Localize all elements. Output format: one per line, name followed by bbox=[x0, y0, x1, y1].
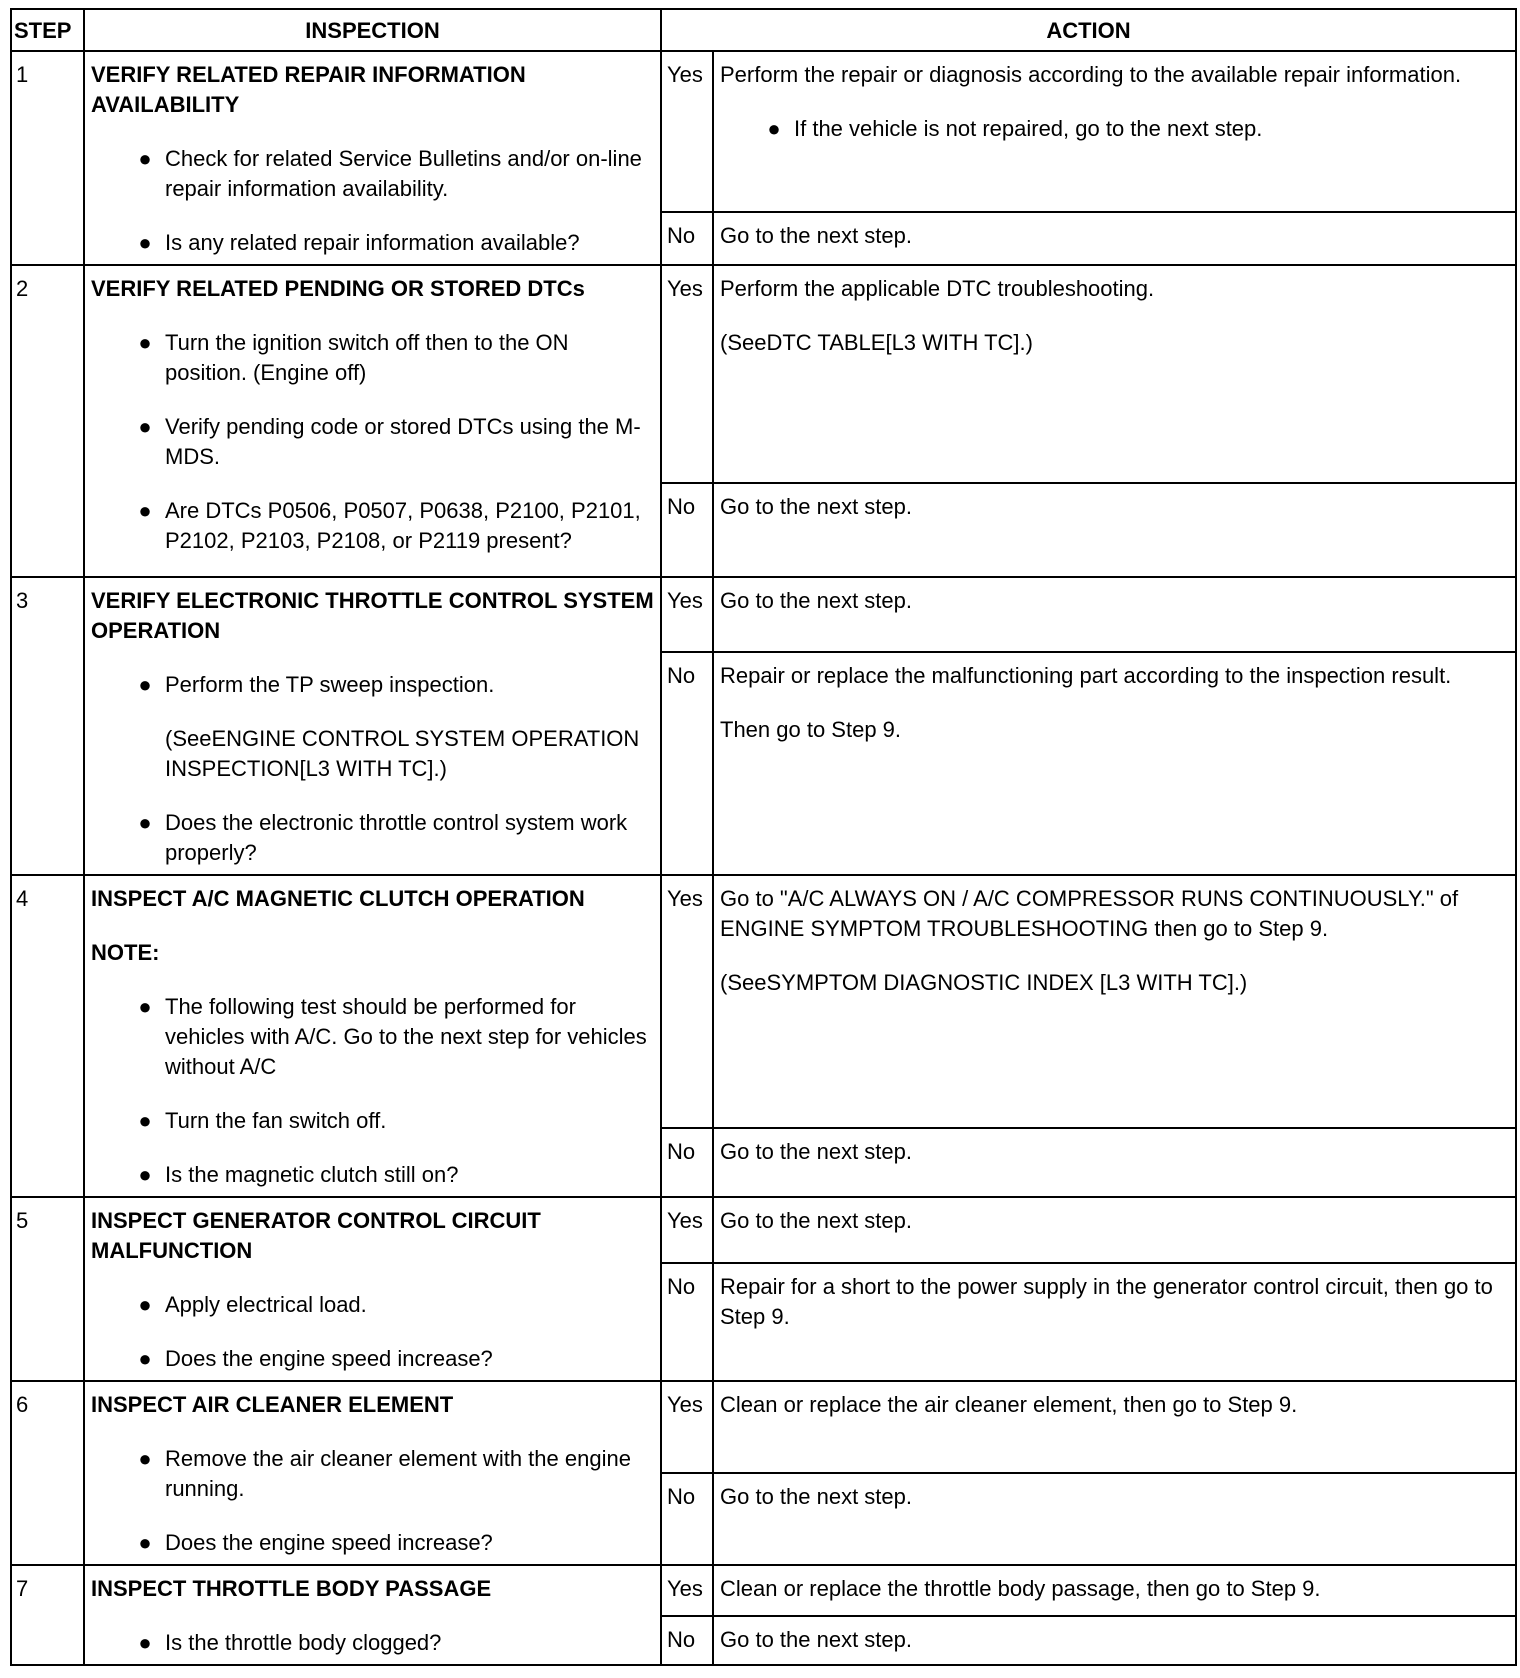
step-number: 7 bbox=[11, 1565, 84, 1665]
bullet-icon: ● bbox=[138, 1630, 152, 1655]
bullet-icon: ● bbox=[138, 1292, 152, 1317]
bullet-icon: ● bbox=[138, 810, 152, 835]
inspection-cell bbox=[84, 1565, 661, 1665]
bullet-icon: ● bbox=[138, 1446, 152, 1471]
table-row bbox=[11, 1565, 1516, 1616]
yes-action-cell: Clean or replace the air cleaner element, then go to Step 9. bbox=[713, 1381, 1516, 1473]
no-label: No bbox=[661, 483, 713, 577]
bullet-text: Are DTCs P0506, P0507, P0638, P2100, P2101, P2102, P2103, P2108, or P2119 present? bbox=[165, 498, 641, 553]
inspection-bullet bbox=[91, 228, 654, 258]
yes-action-cell: Go to the next step. bbox=[713, 1197, 1516, 1263]
diagnostic-procedure-table bbox=[10, 8, 1517, 1666]
action-text: Perform the applicable DTC troubleshooting. bbox=[720, 276, 1155, 301]
bullet-text: Check for related Service Bulletins and/or on-line repair information availability. bbox=[165, 146, 642, 201]
yes-action-cell bbox=[713, 875, 1516, 1128]
bullet-text: Apply electrical load. bbox=[165, 1292, 367, 1317]
no-label: No bbox=[661, 1263, 713, 1381]
no-label: No bbox=[661, 212, 713, 265]
no-action-cell: Go to the next step. bbox=[713, 1128, 1516, 1197]
step-title: INSPECT GENERATOR CONTROL CIRCUIT MALFUNCTION bbox=[91, 1208, 541, 1263]
inspection-bullet bbox=[91, 808, 654, 868]
bullet-text: Turn the ignition switch off then to the ON position. (Engine off) bbox=[165, 330, 569, 385]
inspection-bullet bbox=[91, 496, 654, 556]
no-label: No bbox=[661, 1473, 713, 1565]
step-number: 2 bbox=[11, 265, 84, 577]
inspection-cell bbox=[84, 265, 661, 577]
yes-label: Yes bbox=[661, 577, 713, 652]
diagnostic-table-container bbox=[10, 8, 1515, 1666]
inspection-cell bbox=[84, 51, 661, 265]
yes-label: Yes bbox=[661, 1381, 713, 1473]
bullet-icon: ● bbox=[138, 672, 152, 697]
table-row bbox=[11, 577, 1516, 652]
inspection-bullet bbox=[91, 1344, 654, 1374]
action-bullet bbox=[720, 114, 1509, 144]
reference-link[interactable]: (SeeDTC TABLE[L3 WITH TC].) bbox=[720, 330, 1033, 355]
bullet-icon: ● bbox=[767, 116, 781, 141]
action-text: Repair or replace the malfunctioning part according to the inspection result. bbox=[720, 662, 1452, 688]
inspection-bullet bbox=[91, 1444, 654, 1504]
reference-link[interactable]: (SeeENGINE CONTROL SYSTEM OPERATION INSPECTION[L3 WITH TC].) bbox=[165, 726, 640, 781]
bullet-text: Does the electronic throttle control system work properly? bbox=[165, 810, 628, 865]
table-header-row bbox=[11, 9, 1516, 51]
bullet-text: Is any related repair information available? bbox=[165, 230, 580, 255]
bullet-text: Does the engine speed increase? bbox=[165, 1530, 493, 1555]
no-action-cell bbox=[713, 652, 1516, 876]
bullet-text: The following test should be performed for vehicles with A/C. Go to the next step for vehicles without A/C bbox=[165, 994, 647, 1079]
table-row bbox=[11, 1381, 1516, 1473]
step-column-header: STEP bbox=[11, 9, 84, 51]
inspection-bullet bbox=[91, 412, 654, 472]
step-title: VERIFY RELATED REPAIR INFORMATION AVAILABILITY bbox=[91, 62, 526, 117]
table-row bbox=[11, 265, 1516, 483]
no-action-cell: Go to the next step. bbox=[713, 1616, 1516, 1665]
no-label: No bbox=[661, 1128, 713, 1197]
yes-label: Yes bbox=[661, 1565, 713, 1616]
action-column-header: ACTION bbox=[661, 9, 1516, 51]
inspection-bullet bbox=[91, 670, 654, 700]
yes-label: Yes bbox=[661, 875, 713, 1128]
bullet-text: Turn the fan switch off. bbox=[165, 1108, 387, 1133]
bullet-icon: ● bbox=[138, 230, 152, 255]
bullet-text: Verify pending code or stored DTCs using the M-MDS. bbox=[165, 414, 641, 469]
inspection-bullet bbox=[91, 1290, 654, 1320]
reference-link[interactable]: (SeeSYMPTOM DIAGNOSTIC INDEX [L3 WITH TC].) bbox=[720, 970, 1248, 995]
bullet-text: Perform the TP sweep inspection. bbox=[165, 672, 495, 697]
table-row bbox=[11, 875, 1516, 1128]
bullet-text: Is the throttle body clogged? bbox=[165, 1630, 442, 1655]
inspection-cell bbox=[84, 875, 661, 1197]
inspection-cell bbox=[84, 1197, 661, 1381]
no-action-cell: Go to the next step. bbox=[713, 483, 1516, 577]
table-row bbox=[11, 51, 1516, 212]
inspection-bullet bbox=[91, 992, 654, 1082]
inspection-column-header: INSPECTION bbox=[84, 9, 661, 51]
no-action-cell: Go to the next step. bbox=[713, 212, 1516, 265]
note-label: NOTE: bbox=[91, 940, 160, 965]
bullet-icon: ● bbox=[138, 994, 152, 1019]
bullet-icon: ● bbox=[138, 146, 152, 171]
bullet-icon: ● bbox=[138, 414, 152, 439]
bullet-icon: ● bbox=[138, 1346, 152, 1371]
yes-action-cell bbox=[713, 265, 1516, 483]
yes-label: Yes bbox=[661, 1197, 713, 1263]
step-title: VERIFY ELECTRONIC THROTTLE CONTROL SYSTEM OPERATION bbox=[91, 588, 654, 643]
bullet-icon: ● bbox=[138, 330, 152, 355]
bullet-text: Is the magnetic clutch still on? bbox=[165, 1162, 459, 1187]
inspection-cell bbox=[84, 1381, 661, 1565]
bullet-icon: ● bbox=[138, 1108, 152, 1133]
bullet-text: Remove the air cleaner element with the engine running. bbox=[165, 1446, 631, 1501]
bullet-icon: ● bbox=[138, 498, 152, 523]
inspection-bullet bbox=[91, 144, 654, 204]
yes-label: Yes bbox=[661, 51, 713, 212]
table-row bbox=[11, 1197, 1516, 1263]
step-number: 5 bbox=[11, 1197, 84, 1381]
yes-action-cell: Clean or replace the throttle body passage, then go to Step 9. bbox=[713, 1565, 1516, 1616]
no-action-cell: Repair for a short to the power supply in the generator control circuit, then go to Step 9. bbox=[713, 1263, 1516, 1381]
bullet-text: Does the engine speed increase? bbox=[165, 1346, 493, 1371]
step-title: INSPECT AIR CLEANER ELEMENT bbox=[91, 1392, 454, 1417]
inspection-bullet bbox=[91, 1160, 654, 1190]
action-text: Then go to Step 9. bbox=[720, 716, 902, 742]
inspection-bullet bbox=[91, 1628, 654, 1658]
step-number: 6 bbox=[11, 1381, 84, 1565]
step-number: 4 bbox=[11, 875, 84, 1197]
yes-label: Yes bbox=[661, 265, 713, 483]
no-label: No bbox=[661, 652, 713, 876]
inspection-bullet bbox=[91, 328, 654, 388]
inspection-cell bbox=[84, 577, 661, 875]
step-title: VERIFY RELATED PENDING OR STORED DTCs bbox=[91, 276, 585, 301]
bullet-text: If the vehicle is not repaired, go to the next step. bbox=[794, 116, 1263, 141]
bullet-icon: ● bbox=[138, 1530, 152, 1555]
step-number: 3 bbox=[11, 577, 84, 875]
step-title: INSPECT THROTTLE BODY PASSAGE bbox=[91, 1576, 492, 1601]
no-label: No bbox=[661, 1616, 713, 1665]
yes-action-cell bbox=[713, 51, 1516, 212]
step-number: 1 bbox=[11, 51, 84, 265]
inspection-bullet bbox=[91, 1106, 654, 1136]
yes-action-cell: Go to the next step. bbox=[713, 577, 1516, 652]
bullet-icon: ● bbox=[138, 1162, 152, 1187]
inspection-bullet bbox=[91, 1528, 654, 1558]
action-text: Go to "A/C ALWAYS ON / A/C COMPRESSOR RUNS CONTINUOUSLY." of ENGINE SYMPTOM TROUBLESHOOTING then go to Step 9. bbox=[720, 886, 1459, 941]
no-action-cell: Go to the next step. bbox=[713, 1473, 1516, 1565]
step-title: INSPECT A/C MAGNETIC CLUTCH OPERATION bbox=[91, 886, 585, 911]
action-text: Perform the repair or diagnosis according to the available repair information. bbox=[720, 62, 1462, 87]
